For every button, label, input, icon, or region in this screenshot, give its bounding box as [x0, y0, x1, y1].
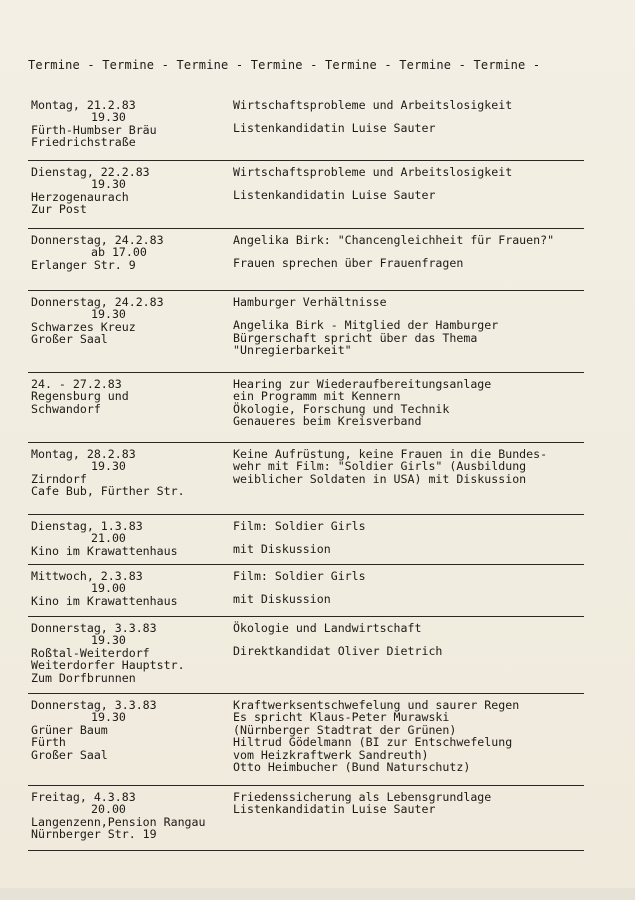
event-when-where — [31, 166, 231, 216]
separator-rule — [28, 850, 584, 851]
event-time: 19.30 — [91, 459, 126, 474]
event-entry — [28, 786, 584, 851]
event-time: 19.30 — [91, 307, 126, 322]
event-topic: Angelika Birk: "Chancengleichheit für Frauen?" — [233, 233, 555, 247]
event-topic: Kraftwerksentschwefelung und saurer Regen — [233, 698, 520, 712]
event-topic: Wirtschaftsprobleme und Arbeitslosigkeit — [233, 165, 513, 179]
event-place: Erlanger Str. 9 — [31, 257, 136, 272]
event-when-where — [31, 570, 231, 607]
event-when-where — [31, 448, 231, 498]
event-description — [233, 448, 593, 485]
event-detail: Angelika Birk - Mitglied der Hamburger — [233, 318, 499, 333]
event-place: Regensburg und — [31, 389, 129, 404]
event-topic: Friedenssicherung als Lebensgrundlage — [233, 790, 492, 804]
event-detail: Frauen sprechen über Frauenfragen — [233, 256, 464, 271]
event-topic: Genaueres beim Kreisverband — [233, 414, 422, 429]
event-date: Mittwoch, 2.3.83 — [31, 569, 143, 583]
event-when-where — [31, 699, 231, 761]
event-place: Großer Saal — [31, 747, 108, 762]
event-date: Donnerstag, 24.2.83 — [31, 233, 164, 247]
event-description — [233, 378, 593, 428]
event-entry — [28, 291, 584, 373]
event-place: Zum Dorfbrunnen — [31, 670, 136, 685]
event-topic: ein Programm mit Kennern — [233, 389, 401, 404]
event-time: 19.30 — [91, 110, 126, 125]
event-time: 20.00 — [91, 802, 126, 817]
event-entry — [28, 443, 584, 515]
event-detail: Bürgerschaft spricht über das Thema — [233, 330, 478, 345]
event-topic: wehr mit Film: "Soldier Girls" (Ausbildung — [233, 459, 527, 474]
event-detail: Listenkandidatin Luise Sauter — [233, 188, 436, 203]
paper-edge — [0, 888, 635, 900]
event-place: Zur Post — [31, 202, 87, 217]
event-topic: Wirtschaftsprobleme und Arbeitslosigkeit — [233, 98, 513, 112]
event-place: Fürth — [31, 735, 66, 750]
event-time: 19.30 — [91, 177, 126, 192]
event-when-where — [31, 99, 231, 149]
event-place: Roßtal-Weiterdorf — [31, 645, 150, 660]
event-entry — [28, 694, 584, 786]
event-entry — [28, 515, 584, 565]
event-topic: Film: Soldier Girls — [233, 519, 366, 533]
event-place: Herzogenaurach — [31, 189, 129, 204]
event-description — [233, 166, 593, 202]
event-place: Kino im Krawattenhaus — [31, 593, 178, 608]
event-date: Montag, 21.2.83 — [31, 98, 136, 112]
event-topic: Otto Heimbucher (Bund Naturschutz) — [233, 760, 471, 775]
event-when-where — [31, 234, 231, 271]
event-place: Schwarzes Kreuz — [31, 319, 136, 334]
event-date: Dienstag, 22.2.83 — [31, 165, 150, 179]
event-time: 21.00 — [91, 531, 126, 546]
event-entry — [28, 161, 584, 229]
event-place: Weiterdorfer Hauptstr. — [31, 658, 185, 673]
event-entry — [28, 373, 584, 443]
event-when-where — [31, 296, 231, 346]
event-when-where — [31, 378, 231, 415]
event-detail: Listenkandidatin Luise Sauter — [233, 121, 436, 136]
event-entry — [28, 617, 584, 694]
event-list — [28, 94, 584, 851]
event-topic: Keine Aufrüstung, keine Frauen in die Bundes- — [233, 447, 548, 461]
event-detail: mit Diskussion — [233, 592, 331, 607]
event-date: Freitag, 4.3.83 — [31, 790, 136, 804]
event-date: Montag, 28.2.83 — [31, 447, 136, 461]
event-description — [233, 296, 593, 357]
event-place: Schwandorf — [31, 401, 101, 416]
event-topic: weiblicher Soldaten in USA) mit Diskussion — [233, 471, 527, 486]
event-place: Zirndorf — [31, 471, 87, 486]
event-topic: Hamburger Verhältnisse — [233, 295, 387, 309]
event-when-where — [31, 622, 231, 684]
event-detail: mit Diskussion — [233, 542, 331, 557]
event-place: Nürnberger Str. 19 — [31, 827, 157, 842]
event-topic: Es spricht Klaus-Peter Murawski — [233, 710, 450, 725]
event-time: 19.30 — [91, 633, 126, 648]
event-place: Kino im Krawattenhaus — [31, 543, 178, 558]
event-topic: Ökologie, Forschung und Technik — [233, 401, 450, 416]
event-description — [233, 520, 593, 556]
event-detail: Listenkandidatin Luise Sauter — [233, 802, 436, 817]
event-topic: Film: Soldier Girls — [233, 569, 366, 583]
event-place: Langenzenn,Pension Rangau — [31, 814, 206, 829]
event-when-where — [31, 791, 231, 841]
event-description — [233, 791, 593, 816]
event-place: Friedrichstraße — [31, 135, 136, 150]
event-date: 24. - 27.2.83 — [31, 377, 122, 391]
event-date: Donnerstag, 24.2.83 — [31, 295, 164, 309]
event-description — [233, 570, 593, 606]
event-description — [233, 622, 593, 658]
event-time: 19.30 — [91, 710, 126, 725]
event-detail: "Unregierbarkeit" — [233, 343, 352, 358]
event-topic: vom Heizkraftwerk Sandreuth) — [233, 747, 429, 762]
event-place: Grüner Baum — [31, 722, 108, 737]
event-topic: (Nürnberger Stadtrat der Grünen) — [233, 722, 457, 737]
page-header: Termine - Termine - Termine - Termine - Termine - Termine - Termine - — [28, 58, 541, 72]
event-date: Donnerstag, 3.3.83 — [31, 698, 157, 712]
event-time: ab 17.00 — [91, 245, 147, 260]
event-detail: Direktkandidat Oliver Dietrich — [233, 644, 443, 659]
event-date: Donnerstag, 3.3.83 — [31, 621, 157, 635]
event-entry — [28, 94, 584, 161]
event-topic: Hiltrud Gödelmann (BI zur Entschwefelung — [233, 735, 513, 750]
event-description — [233, 234, 593, 270]
event-date: Dienstag, 1.3.83 — [31, 519, 143, 533]
event-description — [233, 699, 593, 773]
event-place: Großer Saal — [31, 332, 108, 347]
event-place: Cafe Bub, Fürther Str. — [31, 484, 185, 499]
event-topic: Ökologie und Landwirtschaft — [233, 621, 422, 635]
event-entry — [28, 565, 584, 617]
event-place: Fürth-Humbser Bräu — [31, 122, 157, 137]
event-time: 19.00 — [91, 581, 126, 596]
event-topic: Hearing zur Wiederaufbereitungsanlage — [233, 377, 492, 391]
event-entry — [28, 229, 584, 291]
event-description — [233, 99, 593, 135]
event-when-where — [31, 520, 231, 557]
